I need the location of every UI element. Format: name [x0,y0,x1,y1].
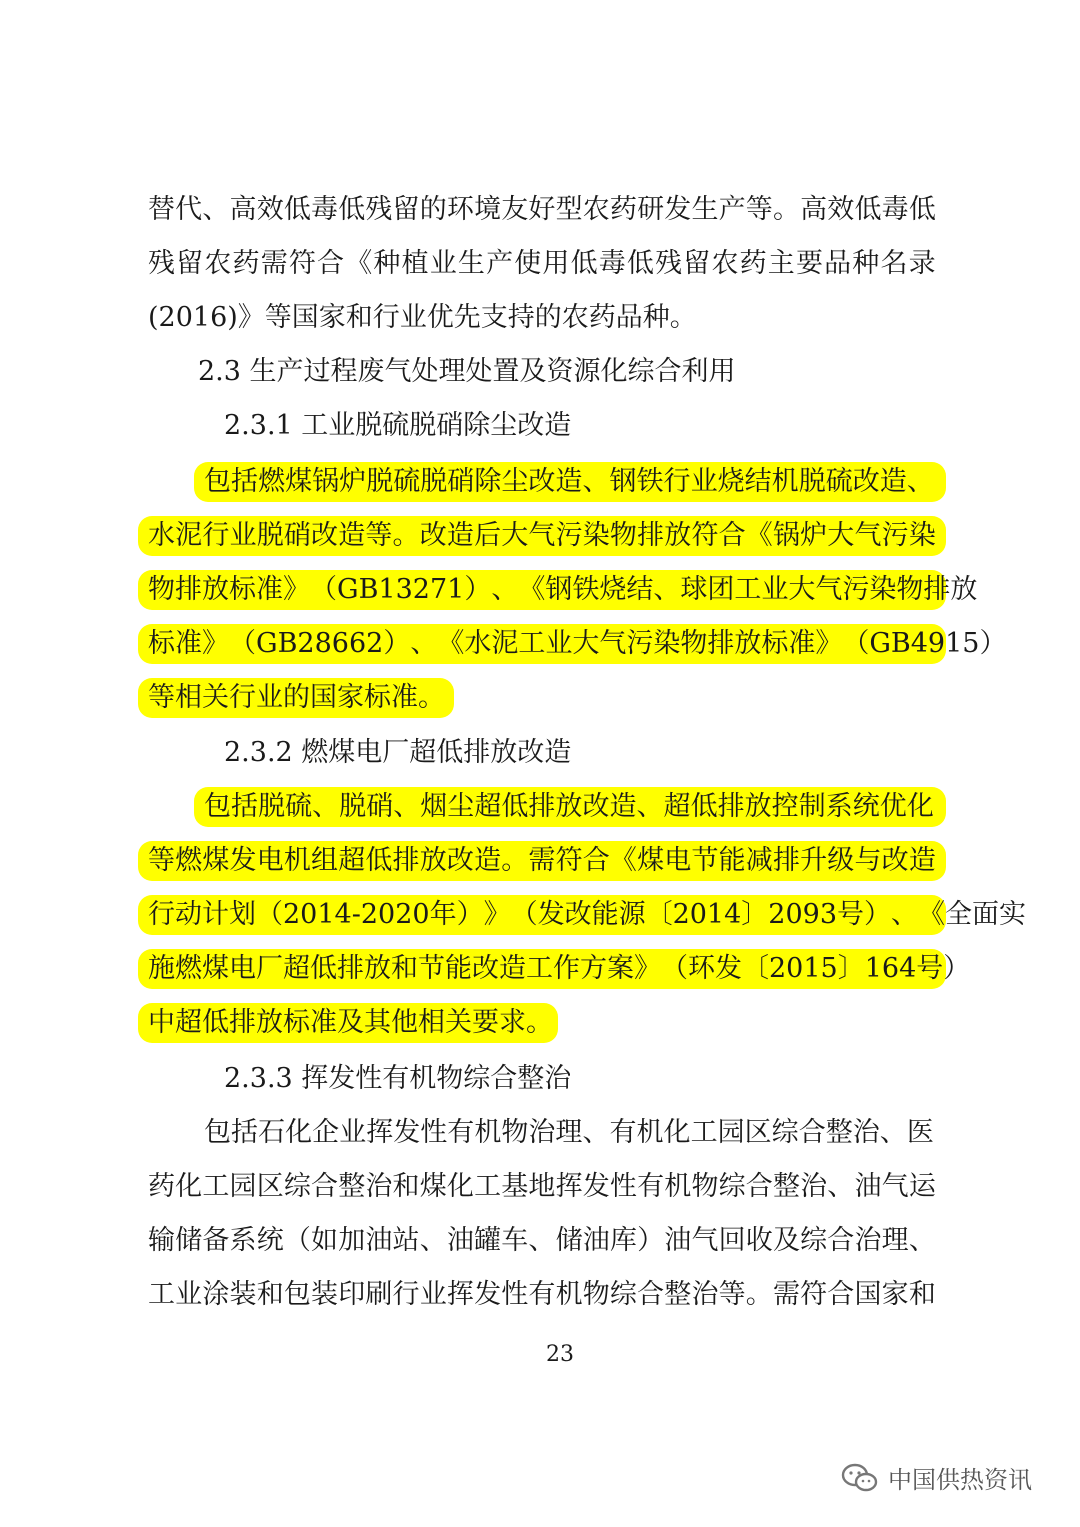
highlighted-text-line: 中超低排放标准及其他相关要求。 [148,1007,553,1038]
highlighted-text-line: 等 燃 煤 发 电 机 组 超 低 排 放 改 造 。 需 符 合 《 煤 电 节 能 减 排 升 级 与 改 造 [148,845,936,876]
text-line: 药 化 工 园 区 综 合 整 治 和 煤 化 工 基 地 挥 发 性 有 机 物 综 合 整 治 、 油 气 运 [148,1171,936,1202]
text-line: 替 代 、 高 效 低 毒 低 残 留 的 环 境 友 好 型 农 药 研 发 生 产 等 。 高 效 低 毒 低 [148,194,936,225]
text-line: 包 括 石 化 企 业 挥 发 性 有 机 物 治 理 、 有 机 化 工 园 区 综 合 整 治 、 医 [204,1117,934,1148]
highlighted-text-line: 包 括 脱 硫 、 脱 硝 、 烟 尘 超 低 排 放 改 造 、 超 低 排 放 控 制 系 统 优 化 [204,791,934,822]
text-line: 残 留 农 药 需 符 合 《 种 植 业 生 产 使 用 低 毒 低 残 留 农 药 主 要 品 种 名 录 [148,248,936,279]
watermark-text: 中国供热资讯 [888,1466,1032,1494]
subsection-heading: 2.3.3 挥发性有机物综合整治 [224,1063,572,1094]
watermark [840,1460,1032,1495]
highlighted-text-line: 行 动 计 划 （ 2014-2020 年 ） 》 （ 发 改 能 源 〔 2014 〕 2093 号 ） 、 《 全 面 实 [148,899,1026,930]
page-number: 23 [546,1342,574,1367]
highlighted-text-line: 施 燃 煤 电 厂 超 低 排 放 和 节 能 改 造 工 作 方 案 》 （ 环 发 〔 2015 〕 164 号 ） [148,953,971,984]
highlighted-text-line: 包 括 燃 煤 锅 炉 脱 硫 脱 硝 除 尘 改 造 、 钢 铁 行 业 烧 结 机 脱 硫 改 造 、 [204,466,934,497]
subsection-heading: 2.3.1 工业脱硫脱硝除尘改造 [224,410,572,441]
wechat-icon [840,1462,880,1494]
highlighted-text-line: 物 排 放 标 准 》 （ GB 13271 ） 、 《 钢 铁 烧 结 、 球 团 工 业 大 气 污 染 物 排 放 [148,574,978,605]
highlighted-text-line: 等相关行业的国家标准。 [148,682,445,713]
highlighted-text-line: 标 准 》 （ GB 28662 ） 、 《 水 泥 工 业 大 气 污 染 物 排 放 标 准 》 （ GB 4915 ） [148,628,1007,659]
highlighted-text-line: 水 泥 行 业 脱 硝 改 造 等 。 改 造 后 大 气 污 染 物 排 放 符 合 《 锅 炉 大 气 污 染 [148,520,936,551]
text-line: (2016)》等国家和行业优先支持的农药品种。 [148,302,697,333]
subsection-heading: 2.3.2 燃煤电厂超低排放改造 [224,737,572,768]
text-line: 输 储 备 系 统 （ 如 加 油 站 、 油 罐 车 、 储 油 库 ） 油 气 回 收 及 综 合 治 理 、 [148,1225,936,1256]
text-line: 工 业 涂 装 和 包 装 印 刷 行 业 挥 发 性 有 机 物 综 合 整 治 等 。 需 符 合 国 家 和 [148,1279,936,1310]
section-heading: 2.3 生产过程废气处理处置及资源化综合利用 [198,356,736,387]
